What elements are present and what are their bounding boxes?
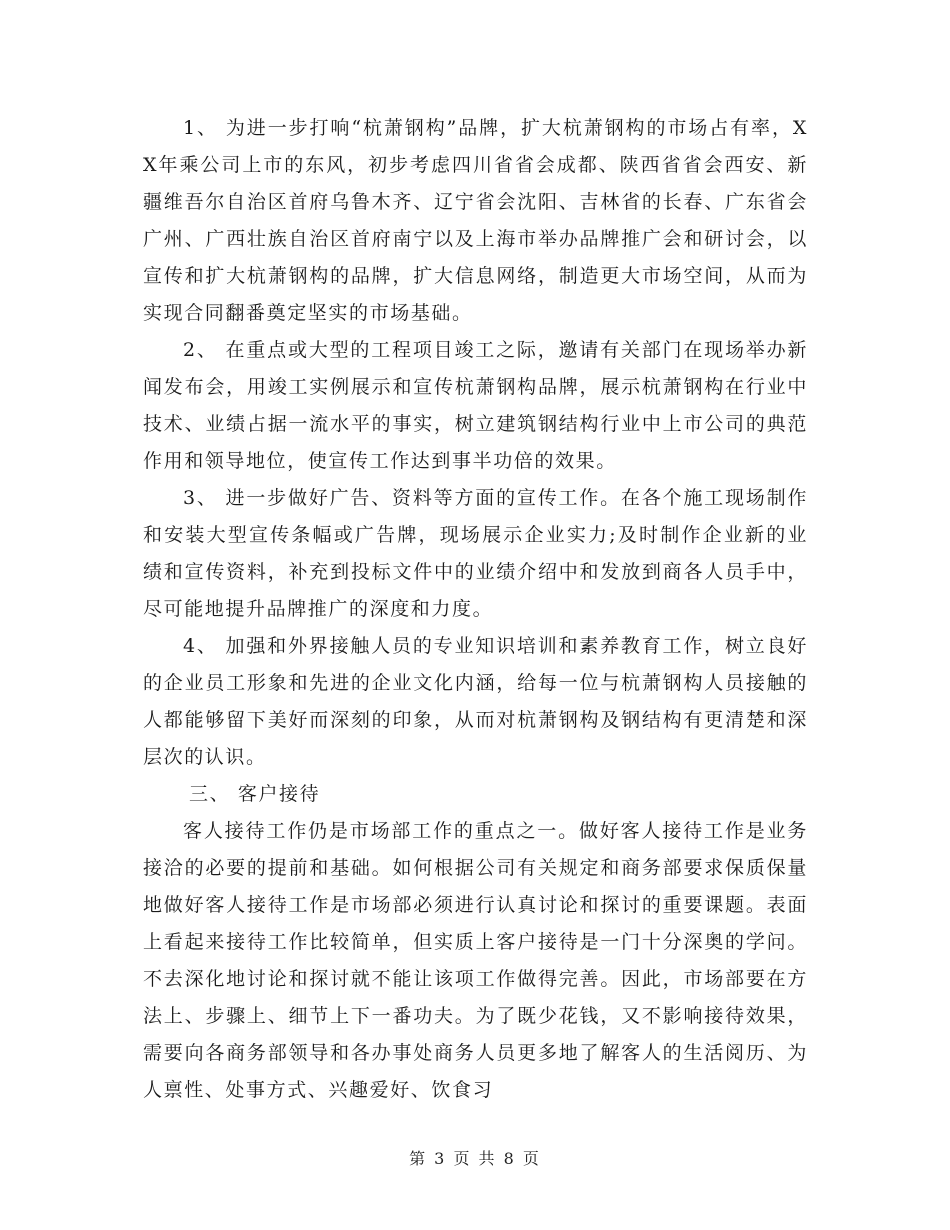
- page-number-footer: 第 3 页 共 8 页: [409, 1149, 541, 1168]
- paragraph-staff-training: 4、 加强和外界接触人员的专业知识培训和素养教育工作，树立良好的企业员工形象和先进的企业文化内涵，给每一位与杭萧钢构人员接触的人都能够留下美好而深刻的印象，从而对杭萧钢构及钢结构有更清楚和深层次的认识。: [143, 635, 808, 768]
- paragraph-press-conference: 2、 在重点或大型的工程项目竣工之际，邀请有关部门在现场举办新闻发布会，用竣工实例展示和宣传杭萧钢构品牌，展示杭萧钢构在行业中技术、业绩占据一流水平的事实，树立建筑钢结构行业中上市公司的典范作用和领导地位，使宣传工作达到事半功倍的效果。: [143, 339, 808, 472]
- paragraph-brand-promotion: 1、 为进一步打响“杭萧钢构”品牌，扩大杭萧钢构的市场占有率，XX年乘公司上市的东风，初步考虑四川省省会成都、陕西省省会西安、新疆维吾尔自治区首府乌鲁木齐、辽宁省会沈阳、吉林省的长春、广东省会广州、广西壮族自治区首府南宁以及上海市举办品牌推广会和研讨会，以宣传和扩大杭萧钢构的品牌，扩大信息网络，制造更大市场空间，从而为实现合同翻番奠定坚实的市场基础。: [143, 117, 808, 324]
- paragraph-customer-reception: 客人接待工作仍是市场部工作的重点之一。做好客人接待工作是业务接洽的必要的提前和基础。如何根据公司有关规定和商务部要求保质保量地做好客人接待工作是市场部必须进行认真讨论和探讨的重要课题。表面上看起来接待工作比较简单，但实质上客户接待是一门十分深奥的学问。不去深化地讨论和探讨就不能让该项工作做得完善。因此，市场部要在方法上、步骤上、细节上下一番功夫。为了既少花钱，又不影响接待效果，需要向各商务部领导和各办事处商务人员更多地了解客人的生活阅历、为人禀性、处事方式、兴趣爱好、饮食习: [143, 820, 808, 1101]
- section-heading-customer-reception: 三、 客户接待: [189, 783, 321, 805]
- paragraph-advertising: 3、 进一步做好广告、资料等方面的宣传工作。在各个施工现场制作和安装大型宣传条幅或广告牌，现场展示企业实力;及时制作企业新的业绩和宣传资料，补充到投标文件中的业绩介绍中和发放到商各人员手中，尽可能地提升品牌推广的深度和力度。: [143, 487, 808, 620]
- document-body: [143, 110, 808, 1109]
